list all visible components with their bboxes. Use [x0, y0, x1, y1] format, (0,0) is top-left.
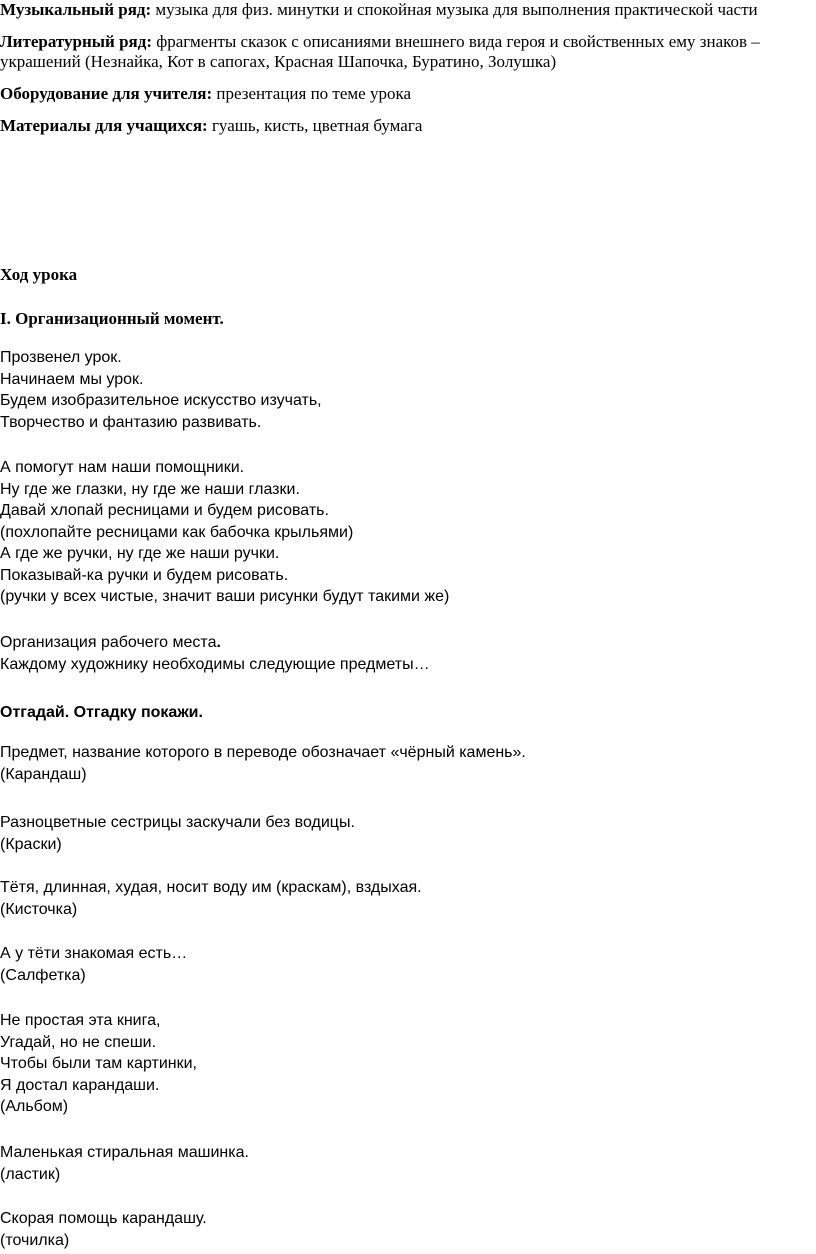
- riddle-answer: (Альбом): [0, 1098, 69, 1115]
- workplace-block: [0, 632, 812, 675]
- poem-line: Прозвенел урок.: [0, 349, 122, 366]
- poem-intro: [0, 347, 812, 433]
- poem-line: Начинаем мы урок.: [0, 370, 144, 388]
- literature-label: Литературный ряд:: [0, 32, 152, 51]
- riddle-text: Тётя, длинная, худая, носит воду им (краскам), вздыхая.: [0, 879, 422, 896]
- poem-line: А где же ручки, ну где же наши ручки.: [0, 545, 280, 562]
- riddle-text: Я достал карандаши.: [0, 1076, 160, 1094]
- teacher-equipment-row: [0, 84, 812, 104]
- riddle-text: А у тёти знакомая есть…: [0, 945, 188, 962]
- poem-line: А помогут нам наши помощники.: [0, 459, 245, 476]
- music-row: [0, 0, 812, 20]
- poem-line: (ручки у всех чистые, значит ваши рисунки будут такими же): [0, 588, 450, 605]
- poem-line: Показывай-ка ручки и будем рисовать.: [0, 566, 289, 584]
- riddle-text: Скорая помощь карандашу.: [0, 1210, 207, 1227]
- literature-row: [0, 32, 812, 72]
- literature-text: фрагменты сказок с описаниями внешнего вида героя и свойственных ему знаков – украшений (Незнайка, Кот в сапогах, Красная Шапочка, Буратино, Золушка): [0, 32, 760, 71]
- poem-line: Давай хлопай ресницами и будем рисовать.: [0, 502, 329, 519]
- riddle-text: Разноцветные сестрицы заскучали без водицы.: [0, 814, 355, 831]
- poem-line: Творчество и фантазию развивать.: [0, 413, 262, 431]
- riddle-answer: (ластик): [0, 1165, 61, 1183]
- student-materials-row: [0, 116, 812, 136]
- lesson-heading: Ход урока: [0, 265, 78, 284]
- music-label: Музыкальный ряд:: [0, 0, 152, 19]
- riddle-1: [0, 742, 812, 785]
- poem-helpers: [0, 457, 812, 608]
- riddle-answer: (Карандаш): [0, 765, 87, 783]
- music-text: музыка для физ. минутки и спокойная музыка для выполнения практической части: [151, 0, 758, 19]
- riddle-3: [0, 877, 812, 920]
- riddle-text: Угадай, но не спеши.: [0, 1033, 157, 1051]
- intro-block: [0, 0, 812, 148]
- riddle-6: [0, 1142, 812, 1185]
- workplace-title: [0, 632, 812, 654]
- riddle-7: [0, 1208, 812, 1251]
- riddle-text: Не простая эта книга,: [0, 1012, 161, 1029]
- workplace-text: Каждому художнику необходимы следующие предметы…: [0, 655, 430, 673]
- student-materials-text: гуашь, кисть, цветная бумага: [207, 116, 423, 135]
- student-materials-label: Материалы для учащихся:: [0, 116, 208, 135]
- poem-line: Будем изобразительное искусство изучать,: [0, 392, 322, 409]
- riddle-4: [0, 943, 812, 986]
- riddle-answer: (Кисточка): [0, 900, 78, 918]
- section-heading: I. Организационный момент.: [0, 309, 224, 328]
- riddle-answer: (Салфетка): [0, 966, 86, 984]
- teacher-equipment-label: Оборудование для учителя:: [0, 84, 213, 103]
- riddle-2: [0, 812, 812, 855]
- workplace-title-text: Организация рабочего места: [0, 634, 217, 651]
- riddle-text: Маленькая стиральная машинка.: [0, 1144, 249, 1161]
- riddle-5: [0, 1010, 812, 1118]
- workplace-title-dot: .: [216, 634, 221, 651]
- riddles-heading: Отгадай. Отгадку покажи.: [0, 704, 203, 721]
- riddle-text: Чтобы были там картинки,: [0, 1055, 197, 1072]
- riddle-answer: (точилка): [0, 1231, 70, 1249]
- poem-line: Ну где же глазки, ну где же наши глазки.: [0, 480, 300, 498]
- riddle-answer: (Краски): [0, 835, 62, 853]
- riddle-text: Предмет, название которого в переводе обозначает «чёрный камень».: [0, 744, 526, 761]
- teacher-equipment-text: презентация по теме урока: [212, 84, 412, 103]
- poem-line: (похлопайте ресницами как бабочка крыльями): [0, 523, 354, 541]
